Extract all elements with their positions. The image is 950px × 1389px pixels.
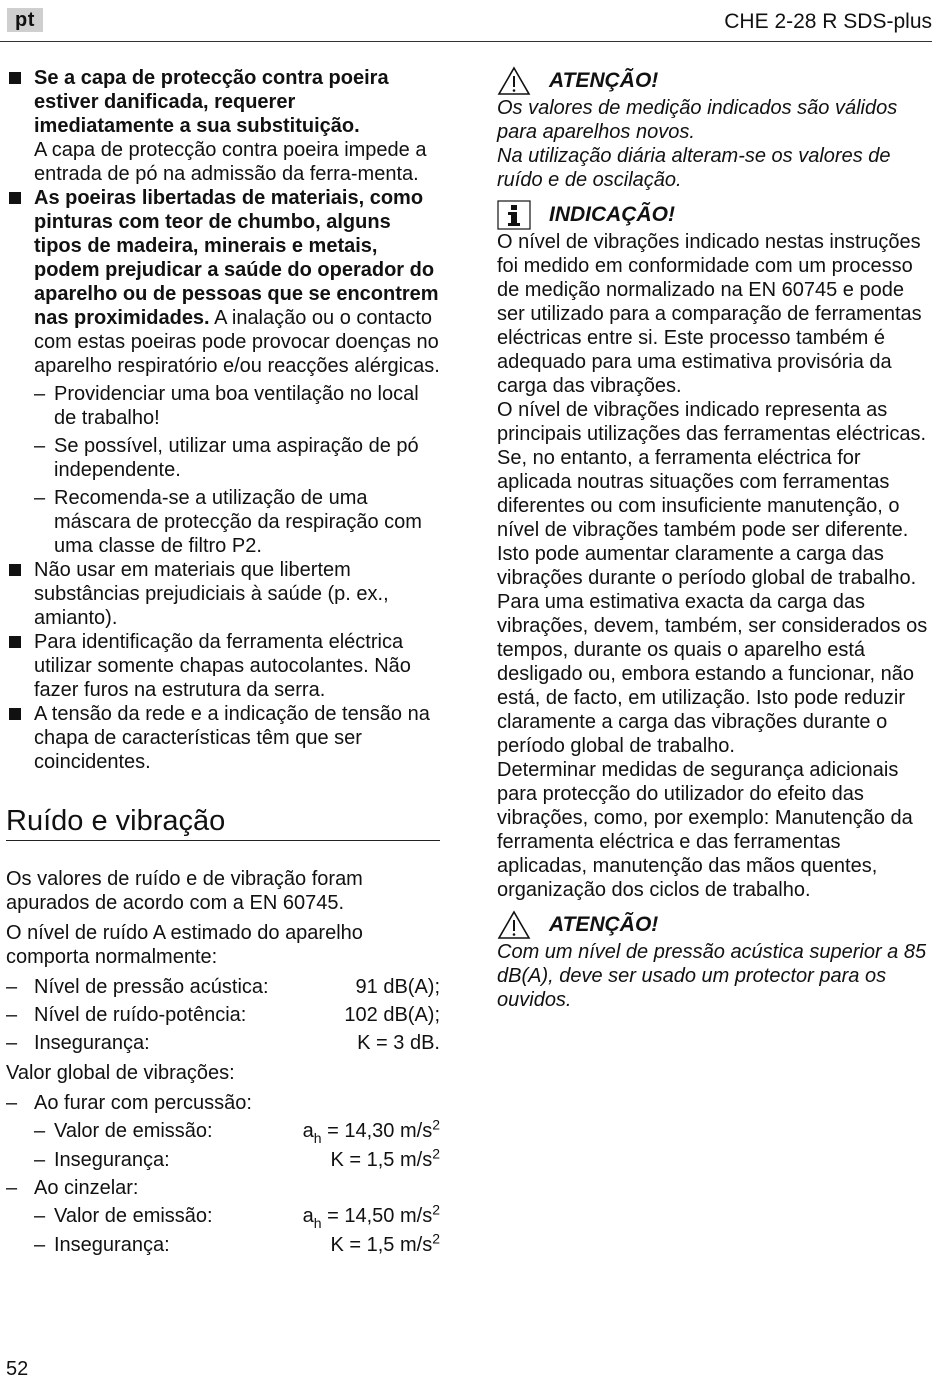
language-tag: pt <box>7 8 43 32</box>
bullet-text: A tensão da rede e a indicação de tensão na chapa de características têm que ser coincidentes. <box>34 703 430 773</box>
bullet-labels <box>6 630 440 702</box>
noise-label: Nível de ruído-potência: <box>34 1004 247 1026</box>
bullet-square-icon <box>9 564 21 576</box>
indication-title: INDICAÇÃO! <box>549 203 675 226</box>
noise-value: 91 dB(A); <box>355 976 440 998</box>
model-name: CHE 2-28 R SDS-plus <box>724 10 932 33</box>
vibration-group-label: Ao cinzelar: <box>34 1177 139 1199</box>
warning-triangle-icon <box>497 66 531 96</box>
vibration-emission-row: – Valor de emissão: $a_h = 14,50$ $m/s^2$ <box>34 1201 440 1231</box>
bullet-square-icon <box>9 708 21 720</box>
dash-text: Recomenda-se a utilização de uma máscara de protecção da respiração com uma classe de filtro P2. <box>54 487 422 557</box>
indication-paragraph: Para uma estimativa exacta da carga das vibrações, devem, também, ser considerados os tempos, durante os quais o aparelho está desligado ou, embora estando a funcionar, não está, de facto, em utilização. Isto pode reduzir claramente a carga das vibrações durante o período global de trabalho. <box>497 591 928 757</box>
emission-value: $a_h = 14,50$ $m/s^2$ <box>302 1201 440 1231</box>
uncertainty-label: Insegurança: <box>54 1149 170 1171</box>
attention-line: Os valores de medição indicados são válidos para aparelhos novos. <box>497 97 898 143</box>
vibration-uncertainty-row: – Insegurança: K = 1,5 $m/s^2$ <box>34 1230 440 1256</box>
attention-title: ATENÇÃO! <box>549 913 659 936</box>
noise-row: – Nível de ruído-potência: 102 dB(A); <box>6 1004 440 1026</box>
vibration-uncertainty-row: – Insegurança: K = 1,5 $m/s^2$ <box>34 1145 440 1171</box>
noise-value: 102 dB(A); <box>344 1004 440 1026</box>
vibration-group-title: – Ao furar com percussão: <box>6 1092 252 1114</box>
noise-label: Insegurança: <box>34 1032 150 1054</box>
section-title: Ruído e vibração <box>6 805 226 837</box>
uncertainty-value: K = 1,5 $m/s^2$ <box>330 1145 440 1171</box>
noise-value: K = 3 dB. <box>357 1032 440 1054</box>
header-rule <box>0 41 932 42</box>
bullet-square-icon <box>9 636 21 648</box>
noise-label: Nível de pressão acústica: <box>34 976 269 998</box>
emission-label: Valor de emissão: <box>54 1120 213 1142</box>
dash-item-extraction: – Se possível, utilizar uma aspiração de pó independente. <box>34 435 419 481</box>
bullet-square-icon <box>9 72 21 84</box>
bullet-bold-text: Se a capa de protecção contra poeira estiver danificada, requerer imediatamente a sua substituição. <box>34 67 389 137</box>
paragraph-noise-level: O nível de ruído A estimado do aparelho comporta normalmente: <box>6 922 363 968</box>
left-column <box>6 66 440 1261</box>
bullet-text: Para identificação da ferramenta eléctrica utilizar somente chapas autocolantes. Não fazer furos na estrutura da serra. <box>34 631 411 701</box>
attention-line: Na utilização diária alteram-se os valores de ruído e de oscilação. <box>497 145 891 191</box>
attention-title: ATENÇÃO! <box>549 69 659 92</box>
bullet-voltage <box>6 702 440 774</box>
vibration-group-label: Ao furar com percussão: <box>34 1092 252 1114</box>
dash-text: Se possível, utilizar uma aspiração de pó independente. <box>54 435 419 481</box>
dash-item-ventilation: – Providenciar uma boa ventilação no local de trabalho! <box>34 383 419 429</box>
bullet-dust-cap <box>6 66 440 186</box>
vibration-title: Valor global de vibrações: <box>6 1062 235 1084</box>
paragraph-standard: Os valores de ruído e de vibração foram apurados de acordo com a EN 60745. <box>6 868 363 914</box>
info-icon <box>497 200 531 230</box>
uncertainty-value: K = 1,5 $m/s^2$ <box>330 1230 440 1256</box>
right-column <box>497 66 932 1012</box>
attention-notice-header <box>497 910 932 940</box>
bullet-dust-hazard <box>6 186 440 378</box>
indication-notice-header <box>497 200 932 230</box>
indication-paragraph: O nível de vibrações indicado nestas instruções foi medido em conformidade com um processo de medição normalizado na EN 60745 e pode ser utilizado para a comparação de ferramentas eléctricas entre si. Este processo também é adequado para uma estimativa provisória da carga das vibrações. <box>497 231 922 397</box>
vibration-emission-row: – Valor de emissão: $a_h = 14,30$ $m/s^2$ <box>34 1116 440 1146</box>
dash-item-mask: – Recomenda-se a utilização de uma máscara de protecção da respiração com uma classe de filtro P2. <box>34 487 422 557</box>
indication-paragraph: Determinar medidas de segurança adicionais para protecção do utilizador do efeito das vibrações, como, por exemplo: Manutenção da ferramenta eléctrica e das ferramentas aplicadas, manutenção das mãos quentes, organização dos ciclos de trabalho. <box>497 759 913 901</box>
attention-notice-header <box>497 66 932 96</box>
bullet-bold-text: As poeiras libertadas de materiais, como pinturas com teor de chumbo, alguns tipos de madeira, minerais e metais, podem prejudicar a saúde do operador do aparelho ou de pessoas que se encontrem nas proximidades. <box>34 187 439 329</box>
bullet-text: A inalação ou o contacto com estas poeiras pode provocar doenças no aparelho respiratório e/ou reacções alérgicas. <box>34 307 440 377</box>
dash-text: Providenciar uma boa ventilação no local de trabalho! <box>54 383 419 429</box>
emission-label: Valor de emissão: <box>54 1205 213 1227</box>
warning-triangle-icon <box>497 910 531 940</box>
bullet-harmful-materials <box>6 558 440 630</box>
page-number: 52 <box>6 1358 29 1380</box>
emission-value: $a_h = 14,30$ $m/s^2$ <box>302 1116 440 1146</box>
bullet-text: A capa de protecção contra poeira impede a entrada de pó na admissão da ferra-menta. <box>34 139 427 185</box>
bullet-square-icon <box>9 192 21 204</box>
noise-row: – Insegurança: K = 3 dB. <box>6 1032 440 1054</box>
section-rule <box>6 840 440 841</box>
noise-row: – Nível de pressão acústica: 91 dB(A); <box>6 976 440 998</box>
vibration-group-title: – Ao cinzelar: <box>6 1177 139 1199</box>
attention-text: Com um nível de pressão acústica superior a 85 dB(A), deve ser usado um protector para os ouvidos. <box>497 941 927 1011</box>
uncertainty-label: Insegurança: <box>54 1234 170 1256</box>
indication-paragraph: O nível de vibrações indicado representa as principais utilizações das ferramentas eléctricas. Se, no entanto, a ferramenta eléctrica for aplicada noutras situações com ferramentas diferentes ou com insuficiente manutenção, o nível de vibrações também pode ser diferente. Isto pode aumentar claramente a carga das vibrações durante o período global de trabalho. <box>497 399 927 589</box>
bullet-text: Não usar em materiais que libertem substâncias prejudiciais à saúde (p. ex., amianto). <box>34 559 389 629</box>
